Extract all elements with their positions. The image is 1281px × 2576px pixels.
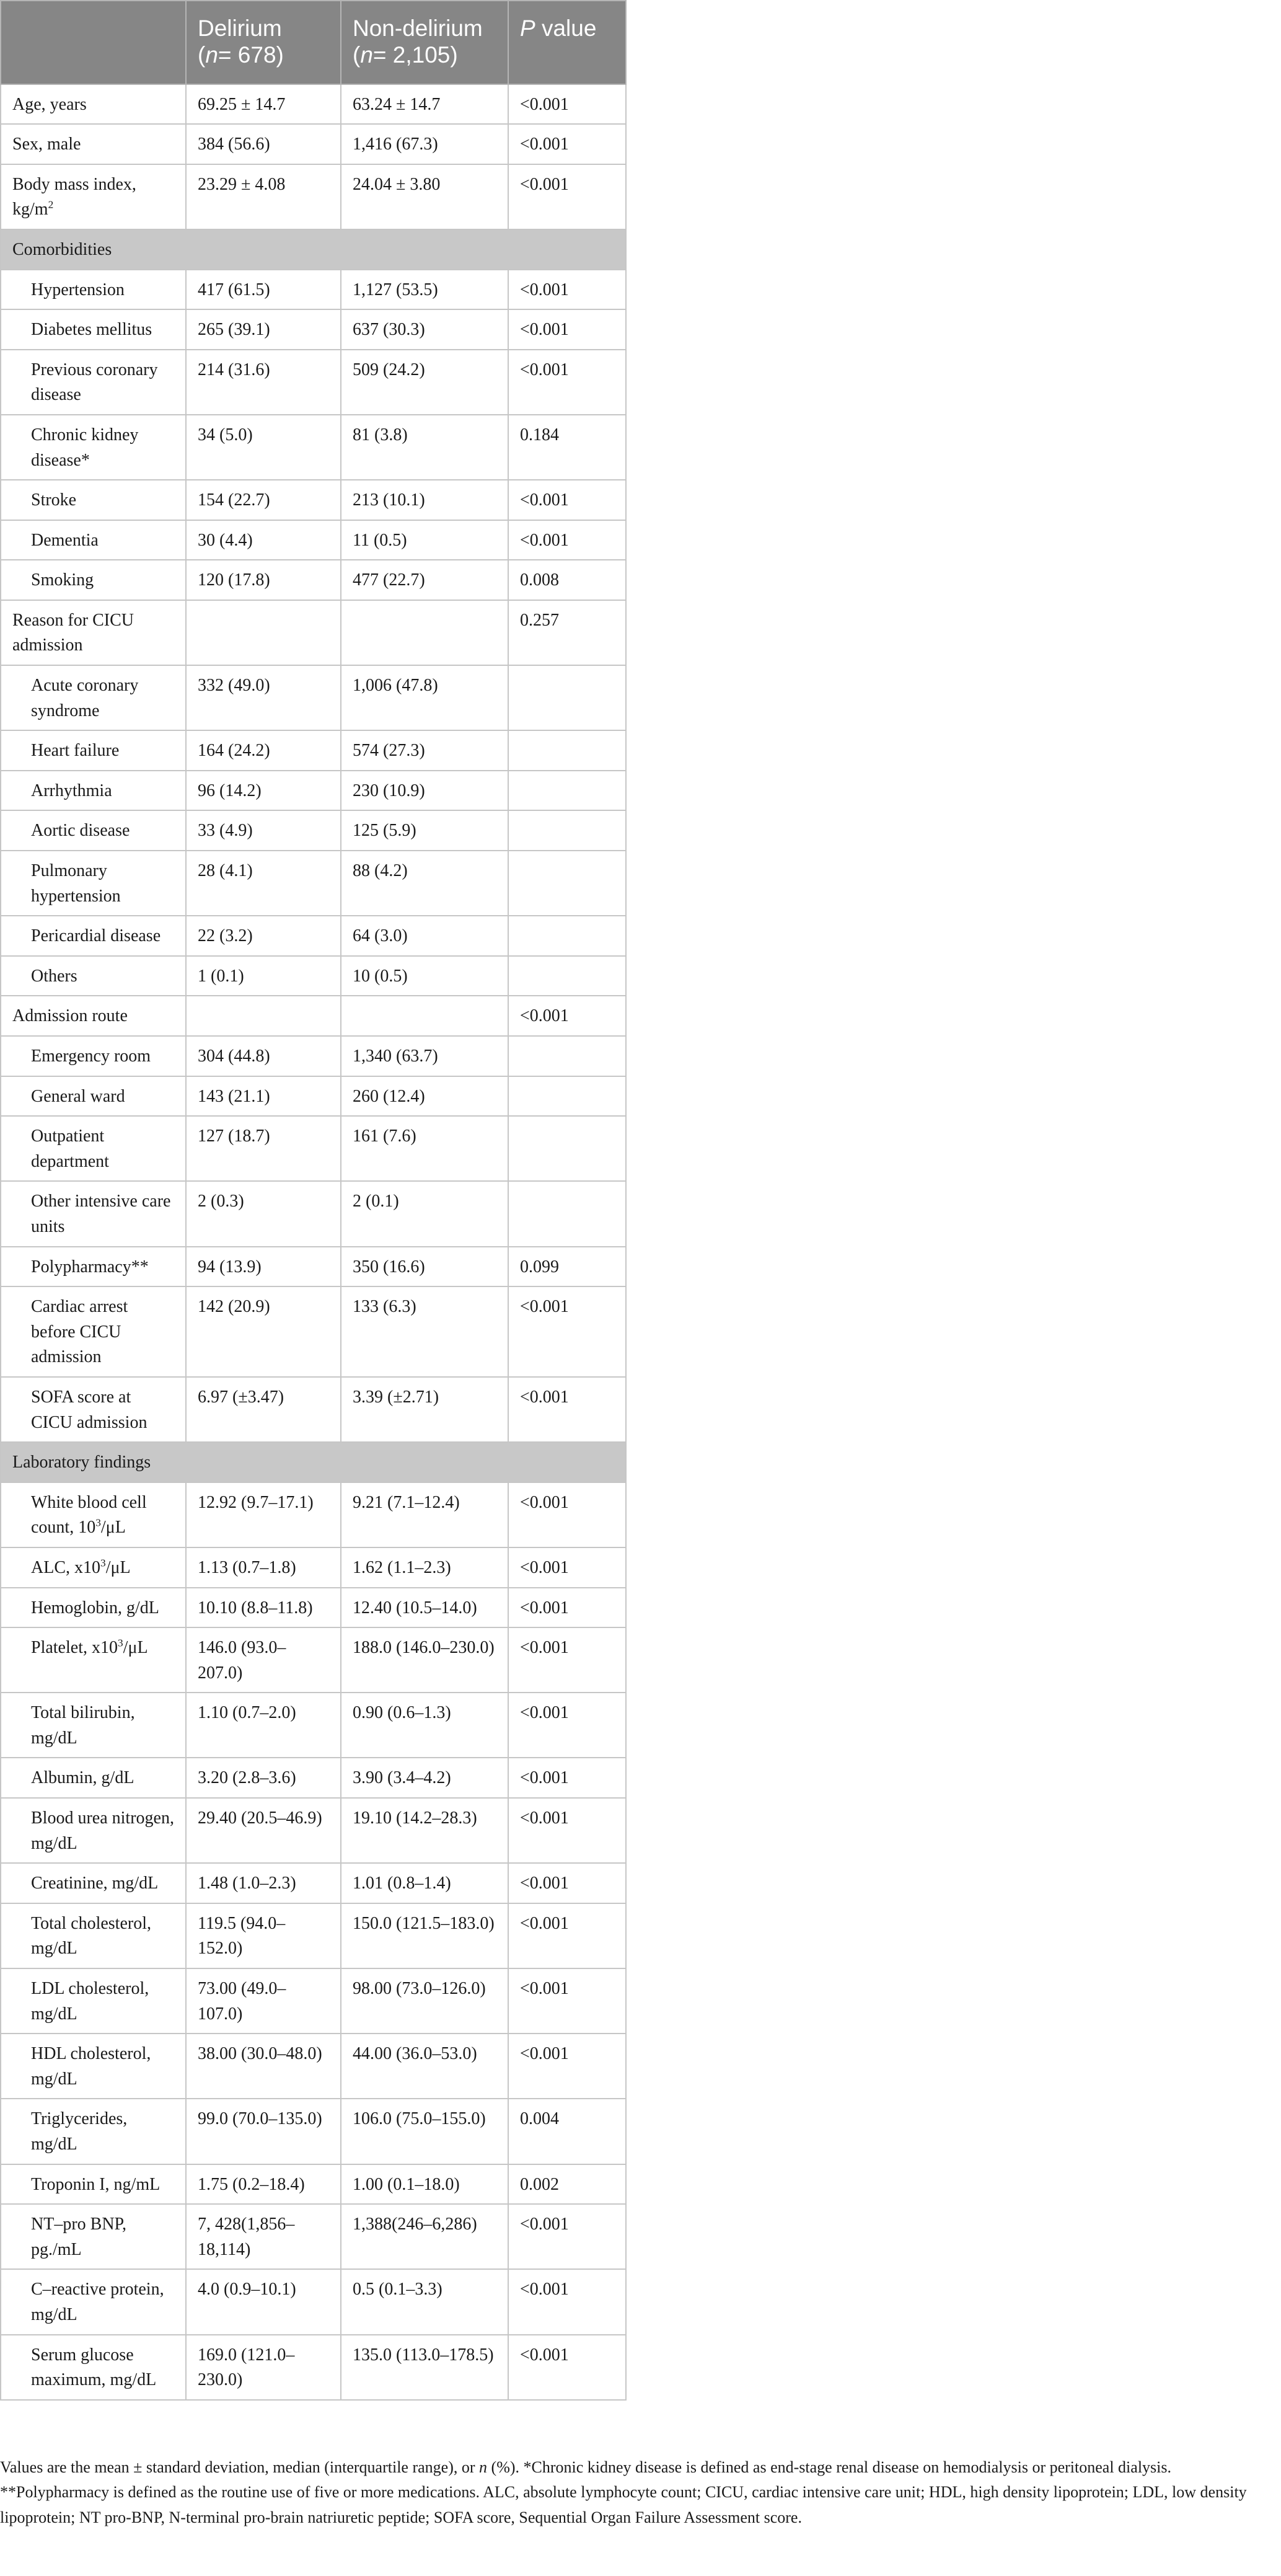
non-delirium-value: 477 (22.7): [341, 560, 508, 600]
p-value: <0.001: [508, 996, 626, 1036]
p-value: <0.001: [508, 1693, 626, 1758]
delirium-value: 146.0 (93.0–207.0): [186, 1627, 341, 1693]
row-label: [1, 956, 186, 996]
non-delirium-value: 350 (16.6): [341, 1247, 508, 1287]
table-row: [1, 1588, 626, 1628]
table-row: [1, 1076, 626, 1117]
table-row: [1, 996, 626, 1036]
p-value: <0.001: [508, 1547, 626, 1588]
delirium-value: 265 (39.1): [186, 309, 341, 350]
header-delirium-title: Delirium: [198, 15, 282, 41]
header-non-delirium-title: Non-delirium: [353, 15, 483, 41]
p-value: <0.001: [508, 1627, 626, 1693]
p-value: 0.257: [508, 600, 626, 665]
p-value: 0.002: [508, 2164, 626, 2205]
delirium-value: 94 (13.9): [186, 1247, 341, 1287]
header-p-value: [508, 1, 626, 84]
table-row: [1, 1247, 626, 1287]
non-delirium-value: 106.0 (75.0–155.0): [341, 2099, 508, 2164]
table-row: [1, 665, 626, 730]
row-label: [1, 124, 186, 164]
delirium-value: 214 (31.6): [186, 350, 341, 415]
non-delirium-value: 574 (27.3): [341, 730, 508, 771]
row-label: [1, 2335, 186, 2400]
delirium-value: 417 (61.5): [186, 270, 341, 310]
table-row: [1, 1181, 626, 1246]
table-row: [1, 600, 626, 665]
table-footnote: [0, 2455, 1277, 2530]
non-delirium-value: 2 (0.1): [341, 1181, 508, 1246]
delirium-value: 1.75 (0.2–18.4): [186, 2164, 341, 2205]
table-row: [1, 1903, 626, 1968]
row-label: [1, 1588, 186, 1628]
table-body: [1, 84, 626, 2400]
delirium-value: 3.20 (2.8–3.6): [186, 1758, 341, 1798]
p-value: <0.001: [508, 164, 626, 229]
row-label-text: Albumin, g/dL: [31, 1768, 134, 1788]
p-value: [508, 916, 626, 956]
row-label: [1, 851, 186, 916]
row-label: [1, 1036, 186, 1076]
row-label: [1, 665, 186, 730]
row-label: [1, 810, 186, 851]
table-row: [1, 1036, 626, 1076]
non-delirium-value: 1.62 (1.1–2.3): [341, 1547, 508, 1588]
row-label: [1, 1247, 186, 1287]
non-delirium-value: 213 (10.1): [341, 480, 508, 520]
row-label-text: Other intensive care units: [31, 1192, 171, 1236]
non-delirium-value: 3.90 (3.4–4.2): [341, 1758, 508, 1798]
non-delirium-value: 1.00 (0.1–18.0): [341, 2164, 508, 2205]
delirium-value: 1.13 (0.7–1.8): [186, 1547, 341, 1588]
table-row: [1, 84, 626, 125]
p-value: <0.001: [508, 1903, 626, 1968]
delirium-value: 304 (44.8): [186, 1036, 341, 1076]
row-label: [1, 1181, 186, 1246]
delirium-value: 119.5 (94.0–152.0): [186, 1903, 341, 1968]
row-label: [1, 1798, 186, 1863]
delirium-value: 332 (49.0): [186, 665, 341, 730]
row-label-text: Dementia: [31, 530, 99, 550]
row-label-text: Acute coronary syndrome: [31, 676, 139, 720]
non-delirium-value: 11 (0.5): [341, 520, 508, 560]
table-row: [1, 1798, 626, 1863]
row-label-unit: /μL: [100, 1518, 126, 1538]
p-value: [508, 1036, 626, 1076]
table-row: [1, 124, 626, 164]
row-label: [1, 1903, 186, 1968]
p-value: <0.001: [508, 350, 626, 415]
row-label-text: ALC, x10: [31, 1557, 100, 1577]
table-row: [1, 1968, 626, 2034]
non-delirium-value: 1,006 (47.8): [341, 665, 508, 730]
non-delirium-value: 24.04 ± 3.80: [341, 164, 508, 229]
row-label-superscript: 3: [117, 1637, 123, 1649]
row-label-text: Total cholesterol, mg/dL: [31, 1913, 151, 1959]
delirium-value: 120 (17.8): [186, 560, 341, 600]
non-delirium-value: 98.00 (73.0–126.0): [341, 1968, 508, 2034]
row-label: [1, 1968, 186, 2034]
delirium-value: 10.10 (8.8–11.8): [186, 1588, 341, 1628]
table-header-row: [1, 1, 626, 84]
non-delirium-value: 260 (12.4): [341, 1076, 508, 1117]
delirium-value: 12.92 (9.7–17.1): [186, 1482, 341, 1547]
row-label: [1, 1758, 186, 1798]
row-label-text: Stroke: [31, 490, 77, 510]
p-value: <0.001: [508, 2269, 626, 2334]
row-label: [1, 1863, 186, 1903]
row-label-superscript: 2: [48, 199, 54, 211]
row-label-text: General ward: [31, 1086, 125, 1106]
row-label-text: Chronic kidney disease*: [31, 425, 139, 470]
table-row: [1, 2164, 626, 2205]
header-delirium-count: = 678): [218, 42, 284, 68]
row-label-text: Smoking: [31, 570, 94, 590]
non-delirium-value: 19.10 (14.2–28.3): [341, 1798, 508, 1863]
delirium-value: 1.48 (1.0–2.3): [186, 1863, 341, 1903]
non-delirium-value: 3.39 (±2.71): [341, 1377, 508, 1442]
row-label-text: Blood urea nitrogen, mg/dL: [31, 1808, 174, 1853]
non-delirium-value: [341, 600, 508, 665]
table-row: [1, 309, 626, 350]
table-row: [1, 1482, 626, 1547]
delirium-value: 7, 428(1,856–18,114): [186, 2204, 341, 2269]
p-value: <0.001: [508, 1588, 626, 1628]
row-label-text: Previous coronary disease: [31, 360, 158, 405]
non-delirium-value: 188.0 (146.0–230.0): [341, 1627, 508, 1693]
p-value: [508, 956, 626, 996]
row-label: [1, 1547, 186, 1588]
table-row: [1, 1286, 626, 1377]
non-delirium-value: 81 (3.8): [341, 415, 508, 480]
non-delirium-value: 10 (0.5): [341, 956, 508, 996]
p-value: <0.001: [508, 1863, 626, 1903]
row-label-text: Body mass index, kg/m: [12, 174, 136, 219]
table-row: [1, 415, 626, 480]
p-value: <0.001: [508, 84, 626, 125]
row-label-unit: /μL: [105, 1557, 131, 1577]
row-label: [1, 415, 186, 480]
non-delirium-value: [341, 996, 508, 1036]
row-label: [1, 480, 186, 520]
row-label: [1, 1116, 186, 1181]
row-label-text: Pulmonary hypertension: [31, 861, 121, 906]
table-row: [1, 480, 626, 520]
row-label-text: Troponin I, ng/mL: [31, 2174, 161, 2194]
delirium-value: 99.0 (70.0–135.0): [186, 2099, 341, 2164]
table-row: [1, 2204, 626, 2269]
row-label: [1, 2204, 186, 2269]
table-row: [1, 851, 626, 916]
p-value: <0.001: [508, 1377, 626, 1442]
non-delirium-value: 150.0 (121.5–183.0): [341, 1903, 508, 1968]
row-label: [1, 2164, 186, 2205]
row-label-text: Others: [31, 966, 77, 986]
row-label-text: Polypharmacy**: [31, 1257, 149, 1277]
delirium-value: 38.00 (30.0–48.0): [186, 2034, 341, 2099]
non-delirium-value: 12.40 (10.5–14.0): [341, 1588, 508, 1628]
row-label-text: White blood cell count, 10: [31, 1492, 147, 1538]
header-p-suffix: value: [535, 15, 597, 41]
row-label: [1, 1693, 186, 1758]
p-value: <0.001: [508, 270, 626, 310]
row-label: [1, 560, 186, 600]
delirium-value: 169.0 (121.0–230.0): [186, 2335, 341, 2400]
row-label-text: Emergency room: [31, 1047, 151, 1066]
header-non-delirium: Non-delirium (n= 2,105): [341, 1, 508, 84]
row-label-text: Admission route: [12, 1006, 128, 1026]
p-value: 0.099: [508, 1247, 626, 1287]
p-value: [508, 1076, 626, 1117]
characteristics-table: [0, 0, 627, 2401]
row-label-text: SOFA score at CICU admission: [31, 1387, 147, 1432]
table-row: [1, 1547, 626, 1588]
row-label-text: Total bilirubin, mg/dL: [31, 1703, 135, 1748]
table-row: [1, 270, 626, 310]
section-row: [1, 1442, 626, 1482]
delirium-value: 2 (0.3): [186, 1181, 341, 1246]
header-non-delirium-count: = 2,105): [372, 42, 458, 68]
p-value: <0.001: [508, 480, 626, 520]
p-value: <0.001: [508, 309, 626, 350]
header-label-column: [1, 1, 186, 84]
header-delirium-n: n: [205, 42, 218, 68]
delirium-value: 96 (14.2): [186, 771, 341, 811]
row-label-text: Pericardial disease: [31, 926, 161, 946]
row-label: [1, 2099, 186, 2164]
p-value: 0.184: [508, 415, 626, 480]
p-value: [508, 665, 626, 730]
delirium-value: 22 (3.2): [186, 916, 341, 956]
delirium-value: 1 (0.1): [186, 956, 341, 996]
non-delirium-value: 1,388(246–6,286): [341, 2204, 508, 2269]
row-label: [1, 309, 186, 350]
delirium-value: 142 (20.9): [186, 1286, 341, 1377]
row-label-text: Creatinine, mg/dL: [31, 1874, 159, 1893]
p-value: <0.001: [508, 2034, 626, 2099]
row-label-text: Cardiac arrest before CICU admission: [31, 1297, 128, 1367]
row-label: [1, 771, 186, 811]
header-p-letter: P: [520, 15, 535, 41]
row-label: [1, 1377, 186, 1442]
row-label-text: Outpatient department: [31, 1126, 109, 1171]
row-label-text: C–reactive protein, mg/dL: [31, 2280, 164, 2324]
non-delirium-value: 230 (10.9): [341, 771, 508, 811]
table-row: [1, 2269, 626, 2334]
table-row: [1, 1758, 626, 1798]
row-label-text: NT–pro BNP, pg./mL: [31, 2215, 127, 2259]
non-delirium-value: 161 (7.6): [341, 1116, 508, 1181]
non-delirium-value: 509 (24.2): [341, 350, 508, 415]
delirium-value: 143 (21.1): [186, 1076, 341, 1117]
non-delirium-value: 88 (4.2): [341, 851, 508, 916]
non-delirium-value: 125 (5.9): [341, 810, 508, 851]
p-value: <0.001: [508, 1482, 626, 1547]
delirium-value: 69.25 ± 14.7: [186, 84, 341, 125]
p-value: [508, 810, 626, 851]
non-delirium-value: 133 (6.3): [341, 1286, 508, 1377]
row-label-text: Hypertension: [31, 280, 125, 299]
row-label-text: LDL cholesterol, mg/dL: [31, 1979, 149, 2024]
p-value: [508, 851, 626, 916]
non-delirium-value: 637 (30.3): [341, 309, 508, 350]
non-delirium-value: 63.24 ± 14.7: [341, 84, 508, 125]
row-label: [1, 600, 186, 665]
p-value: [508, 1181, 626, 1246]
row-label-text: Reason for CICU admission: [12, 610, 134, 655]
p-value: <0.001: [508, 2335, 626, 2400]
row-label-text: Age, years: [12, 94, 87, 114]
non-delirium-value: 1.01 (0.8–1.4): [341, 1863, 508, 1903]
row-label: [1, 2269, 186, 2334]
delirium-value: 33 (4.9): [186, 810, 341, 851]
header-delirium: Delirium (n= 678): [186, 1, 341, 84]
row-label-unit: /μL: [123, 1638, 148, 1658]
non-delirium-value: 9.21 (7.1–12.4): [341, 1482, 508, 1547]
table-row: [1, 916, 626, 956]
row-label: [1, 1286, 186, 1377]
table-row: [1, 1377, 626, 1442]
non-delirium-value: 1,127 (53.5): [341, 270, 508, 310]
row-label-superscript: 3: [100, 1557, 106, 1569]
header-non-delirium-n: n: [360, 42, 373, 68]
delirium-value: [186, 996, 341, 1036]
table-row: [1, 1627, 626, 1693]
p-value: [508, 1116, 626, 1181]
row-label: [1, 350, 186, 415]
section-label: Comorbidities: [1, 229, 626, 270]
table-row: [1, 730, 626, 771]
table-row: [1, 2034, 626, 2099]
delirium-value: 127 (18.7): [186, 1116, 341, 1181]
row-label-text: Diabetes mellitus: [31, 320, 152, 340]
row-label-text: Platelet, x10: [31, 1638, 118, 1658]
delirium-value: 34 (5.0): [186, 415, 341, 480]
p-value: <0.001: [508, 2204, 626, 2269]
table-row: [1, 956, 626, 996]
delirium-value: 28 (4.1): [186, 851, 341, 916]
row-label-text: Sex, male: [12, 135, 81, 154]
row-label: [1, 916, 186, 956]
section-row: [1, 229, 626, 270]
row-label: [1, 1482, 186, 1547]
delirium-value: 164 (24.2): [186, 730, 341, 771]
table-row: [1, 810, 626, 851]
row-label: [1, 996, 186, 1036]
delirium-value: [186, 600, 341, 665]
p-value: <0.001: [508, 1798, 626, 1863]
row-label-text: Serum glucose maximum, mg/dL: [31, 2345, 157, 2390]
non-delirium-value: 135.0 (113.0–178.5): [341, 2335, 508, 2400]
table-row: [1, 560, 626, 600]
row-label: [1, 2034, 186, 2099]
delirium-value: 1.10 (0.7–2.0): [186, 1693, 341, 1758]
table-row: [1, 520, 626, 560]
table-row: [1, 771, 626, 811]
footnote-n: n: [479, 2458, 488, 2476]
p-value: [508, 730, 626, 771]
non-delirium-value: 1,340 (63.7): [341, 1036, 508, 1076]
p-value: <0.001: [508, 520, 626, 560]
delirium-value: 29.40 (20.5–46.9): [186, 1798, 341, 1863]
non-delirium-value: 1,416 (67.3): [341, 124, 508, 164]
row-label: [1, 1076, 186, 1117]
p-value: 0.008: [508, 560, 626, 600]
p-value: [508, 771, 626, 811]
p-value: <0.001: [508, 1286, 626, 1377]
non-delirium-value: 64 (3.0): [341, 916, 508, 956]
footnote-part2: (%). *Chronic kidney disease is defined as end-stage renal disease on hemodialysis or peritoneal dialysis. **Polypharmacy is defined as the routine use of five or more medications. ALC, absolute lymphocyte count; CICU, cardiac intensive care unit; HDL, high density lipoprotein; LDL, low density lipoprotein; NT pro-BNP, N-terminal pro-brain natriuretic peptide; SOFA score, Sequential Organ Failure Assessment score.: [0, 2458, 1247, 2526]
delirium-value: 23.29 ± 4.08: [186, 164, 341, 229]
row-label: [1, 164, 186, 229]
delirium-value: 384 (56.6): [186, 124, 341, 164]
row-label-superscript: 3: [95, 1516, 101, 1529]
p-value: 0.004: [508, 2099, 626, 2164]
table-row: [1, 1116, 626, 1181]
p-value: <0.001: [508, 1968, 626, 2034]
section-label: Laboratory findings: [1, 1442, 626, 1482]
non-delirium-value: 0.5 (0.1–3.3): [341, 2269, 508, 2334]
table-row: [1, 1863, 626, 1903]
table-row: [1, 1693, 626, 1758]
non-delirium-value: 0.90 (0.6–1.3): [341, 1693, 508, 1758]
row-label-text: Heart failure: [31, 741, 120, 761]
row-label-text: Arrhythmia: [31, 781, 112, 800]
row-label: [1, 520, 186, 560]
footnote-part1: Values are the mean ± standard deviation, median (interquartile range), or: [0, 2458, 480, 2476]
p-value: <0.001: [508, 1758, 626, 1798]
table-row: [1, 350, 626, 415]
row-label-text: Triglycerides, mg/dL: [31, 2109, 128, 2154]
table-row: [1, 2099, 626, 2164]
row-label-text: Hemoglobin, g/dL: [31, 1598, 159, 1618]
table-row: [1, 164, 626, 229]
p-value: <0.001: [508, 124, 626, 164]
delirium-value: 154 (22.7): [186, 480, 341, 520]
row-label-text: HDL cholesterol, mg/dL: [31, 2044, 151, 2089]
row-label-text: Aortic disease: [31, 821, 130, 841]
delirium-value: 6.97 (±3.47): [186, 1377, 341, 1442]
row-label: [1, 1627, 186, 1693]
non-delirium-value: 44.00 (36.0–53.0): [341, 2034, 508, 2099]
table-row: [1, 2335, 626, 2400]
delirium-value: 30 (4.4): [186, 520, 341, 560]
row-label: [1, 84, 186, 125]
delirium-value: 73.00 (49.0–107.0): [186, 1968, 341, 2034]
row-label: [1, 270, 186, 310]
row-label: [1, 730, 186, 771]
delirium-value: 4.0 (0.9–10.1): [186, 2269, 341, 2334]
